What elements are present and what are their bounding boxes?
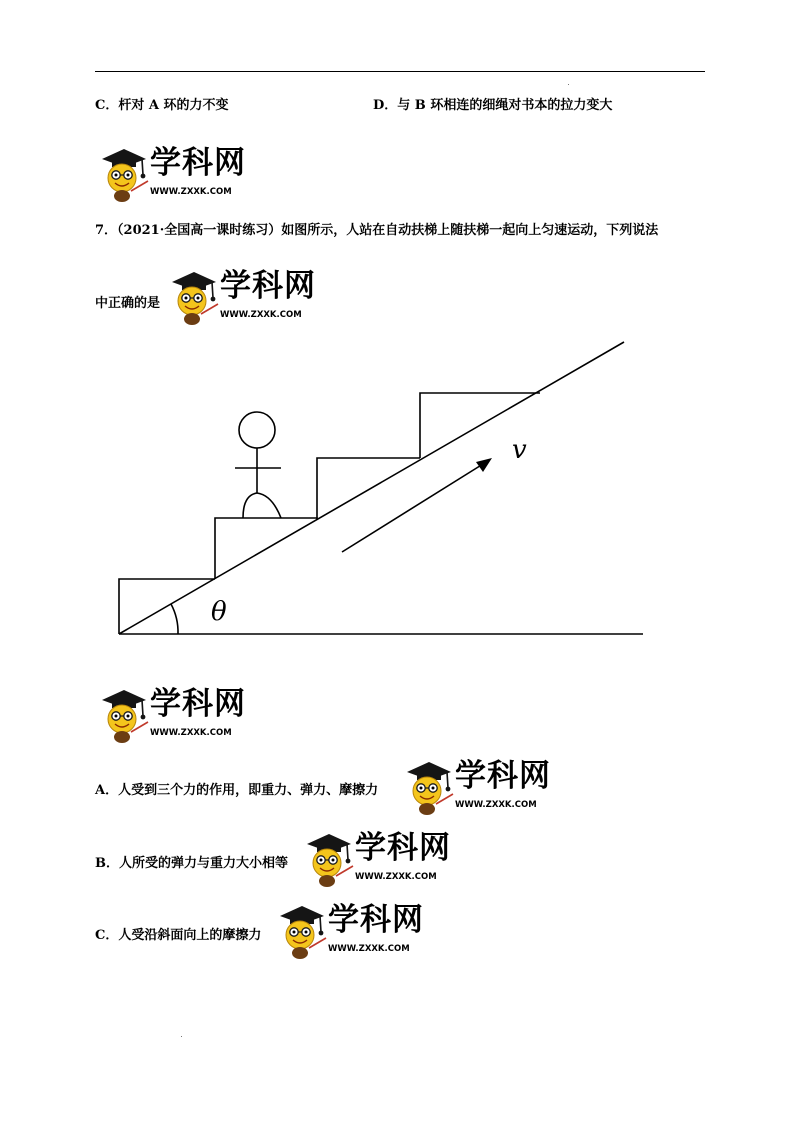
- watermark-logo: [98, 686, 253, 744]
- option-a[interactable]: A．人受到三个力的作用，即重力、弹力、摩擦力: [95, 783, 379, 798]
- watermark-url: WWW.ZXXK.COM: [150, 728, 232, 738]
- angle-arc: [171, 604, 178, 634]
- watermark-brand: 学科网: [220, 268, 316, 304]
- prev-option-c[interactable]: C．杆对 A 环的力不变: [95, 98, 229, 113]
- velocity-label: v: [512, 435, 527, 465]
- question-line-1: 7．（2021·全国高一课时练习）如图所示，人站在自动扶梯上随扶梯一起向上匀速运动，下列说法: [95, 223, 659, 238]
- speck: [181, 1036, 182, 1037]
- watermark-url: WWW.ZXXK.COM: [455, 800, 537, 810]
- watermark-brand: 学科网: [355, 830, 451, 866]
- watermark-logo: [276, 902, 431, 960]
- watermark-logo: [403, 758, 558, 816]
- arrow-head: [476, 458, 492, 472]
- option-c[interactable]: C．人受沿斜面向上的摩擦力: [95, 928, 262, 943]
- step-3: [317, 458, 420, 518]
- watermark-url: WWW.ZXXK.COM: [355, 872, 437, 882]
- watermark-url: WWW.ZXXK.COM: [150, 187, 232, 197]
- watermark-logo: [303, 830, 458, 888]
- watermark-brand: 学科网: [455, 758, 551, 794]
- option-b[interactable]: B．人所受的弹力与重力大小相等: [95, 856, 288, 871]
- angle-label: θ: [211, 597, 227, 627]
- person-figure: [235, 412, 281, 518]
- watermark-url: WWW.ZXXK.COM: [220, 310, 302, 320]
- watermark-brand: 学科网: [150, 145, 246, 181]
- watermark-url: WWW.ZXXK.COM: [328, 944, 410, 954]
- question-line-2: 中正确的是: [95, 296, 161, 311]
- watermark-brand: 学科网: [328, 902, 424, 938]
- prev-option-d[interactable]: D．与 B 环相连的细绳对书本的拉力变大: [373, 98, 613, 113]
- velocity-arrow: [342, 464, 483, 552]
- watermark-brand: 学科网: [150, 686, 246, 722]
- incline-line: [119, 342, 624, 634]
